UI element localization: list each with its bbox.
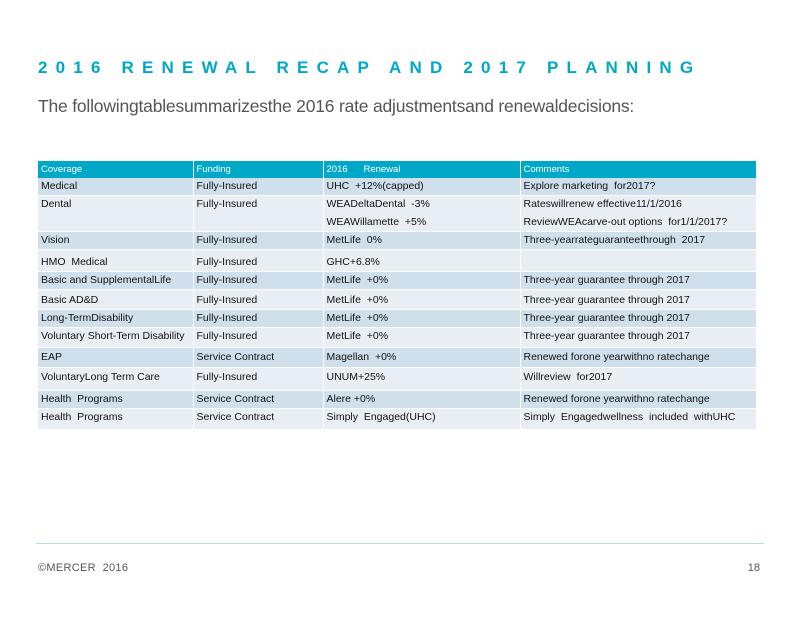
cell-funding: Service Contract xyxy=(193,391,323,409)
cell-renewal: UNUM+25% xyxy=(323,368,520,391)
table-row xyxy=(38,196,756,232)
cell-funding: Service Contract xyxy=(193,348,323,368)
table-row xyxy=(38,178,756,196)
table-row xyxy=(38,290,756,310)
cell-comments: Three-yearrateguaranteethrough 2017 xyxy=(520,232,756,250)
cell-coverage: Health Programs xyxy=(38,391,193,409)
table-row xyxy=(38,310,756,328)
cell-coverage: Vision xyxy=(38,232,193,250)
cell-coverage: EAP xyxy=(38,348,193,368)
column-header-coverage: Coverage xyxy=(38,161,193,178)
cell-funding: Service Contract xyxy=(193,409,323,430)
renewal-recap-table xyxy=(38,161,757,430)
table-header-row xyxy=(38,161,756,178)
cell-comments: Three-year guarantee through 2017 xyxy=(520,328,756,348)
cell-funding: Fully-Insured xyxy=(193,310,323,328)
cell-coverage: Medical xyxy=(38,178,193,196)
table-row xyxy=(38,328,756,348)
table-row xyxy=(38,250,756,272)
cell-funding: Fully-Insured xyxy=(193,290,323,310)
cell-renewal: Alere +0% xyxy=(323,391,520,409)
cell-renewal: MetLife 0% xyxy=(323,232,520,250)
cell-comments: Simply Engagedwellness included withUHC xyxy=(520,409,756,430)
cell-renewal xyxy=(323,196,520,232)
cell-renewal: MetLife +0% xyxy=(323,310,520,328)
table-row xyxy=(38,368,756,391)
cell-coverage: Basic and SupplementalLife xyxy=(38,272,193,290)
cell-funding: Fully-Insured xyxy=(193,250,323,272)
cell-coverage: Long-TermDisability xyxy=(38,310,193,328)
comment-line-1: Rateswillrenew effective11/1/2016 xyxy=(523,198,682,210)
column-header-funding: Funding xyxy=(193,161,323,178)
footer-divider xyxy=(36,543,764,544)
cell-coverage: Basic AD&D xyxy=(38,290,193,310)
column-header-comments: Comments xyxy=(520,161,756,178)
cell-comments xyxy=(520,196,756,232)
cell-comments xyxy=(520,250,756,272)
cell-coverage: Health Programs xyxy=(38,409,193,430)
cell-renewal: MetLife +0% xyxy=(323,290,520,310)
table-row xyxy=(38,348,756,368)
cell-coverage: HMO Medical xyxy=(38,250,193,272)
cell-coverage: VoluntaryLong Term Care xyxy=(38,368,193,391)
renewal-line-2: WEAWillamette +5% xyxy=(326,216,427,228)
cell-comments: Three-year guarantee through 2017 xyxy=(520,272,756,290)
cell-funding: Fully-Insured xyxy=(193,232,323,250)
cell-comments: Renewed forone yearwithno ratechange xyxy=(520,348,756,368)
cell-comments: Three-year guarantee through 2017 xyxy=(520,310,756,328)
cell-comments: Renewed forone yearwithno ratechange xyxy=(520,391,756,409)
column-header-renewal: 2016 Renewal xyxy=(323,161,520,178)
cell-funding: Fully-Insured xyxy=(193,272,323,290)
table-row xyxy=(38,272,756,290)
page-subtitle: The followingtablesummarizesthe 2016 rate adjustmentsand renewaldecisions: xyxy=(38,96,635,116)
cell-renewal: Magellan +0% xyxy=(323,348,520,368)
table-row xyxy=(38,409,756,430)
cell-funding: Fully-Insured xyxy=(193,328,323,348)
cell-comments: Willreview for2017 xyxy=(520,368,756,391)
table-row xyxy=(38,232,756,250)
cell-renewal: Simply Engaged(UHC) xyxy=(323,409,520,430)
cell-renewal: MetLife +0% xyxy=(323,328,520,348)
renewal-line-1: WEADeltaDental -3% xyxy=(326,198,430,210)
cell-renewal: UHC +12%(capped) xyxy=(323,178,520,196)
cell-renewal: MetLife +0% xyxy=(323,272,520,290)
cell-coverage: Voluntary Short-Term Disability xyxy=(38,328,193,348)
table-row xyxy=(38,391,756,409)
cell-funding: Fully-Insured xyxy=(193,368,323,391)
footer-copyright: ©MERCER 2016 xyxy=(38,562,129,574)
page-number: 18 xyxy=(747,562,760,574)
cell-renewal: GHC+6.8% xyxy=(323,250,520,272)
page-title: 2016 RENEWAL RECAP AND 2017 PLANNING xyxy=(38,58,702,77)
cell-funding: Fully-Insured xyxy=(193,178,323,196)
cell-funding: Fully-Insured xyxy=(193,196,323,232)
comment-line-2: ReviewWEAcarve-out options for1/1/2017? xyxy=(523,216,728,228)
cell-comments: Three-year guarantee through 2017 xyxy=(520,290,756,310)
cell-coverage: Dental xyxy=(38,196,193,232)
cell-comments: Explore marketing for2017? xyxy=(520,178,756,196)
